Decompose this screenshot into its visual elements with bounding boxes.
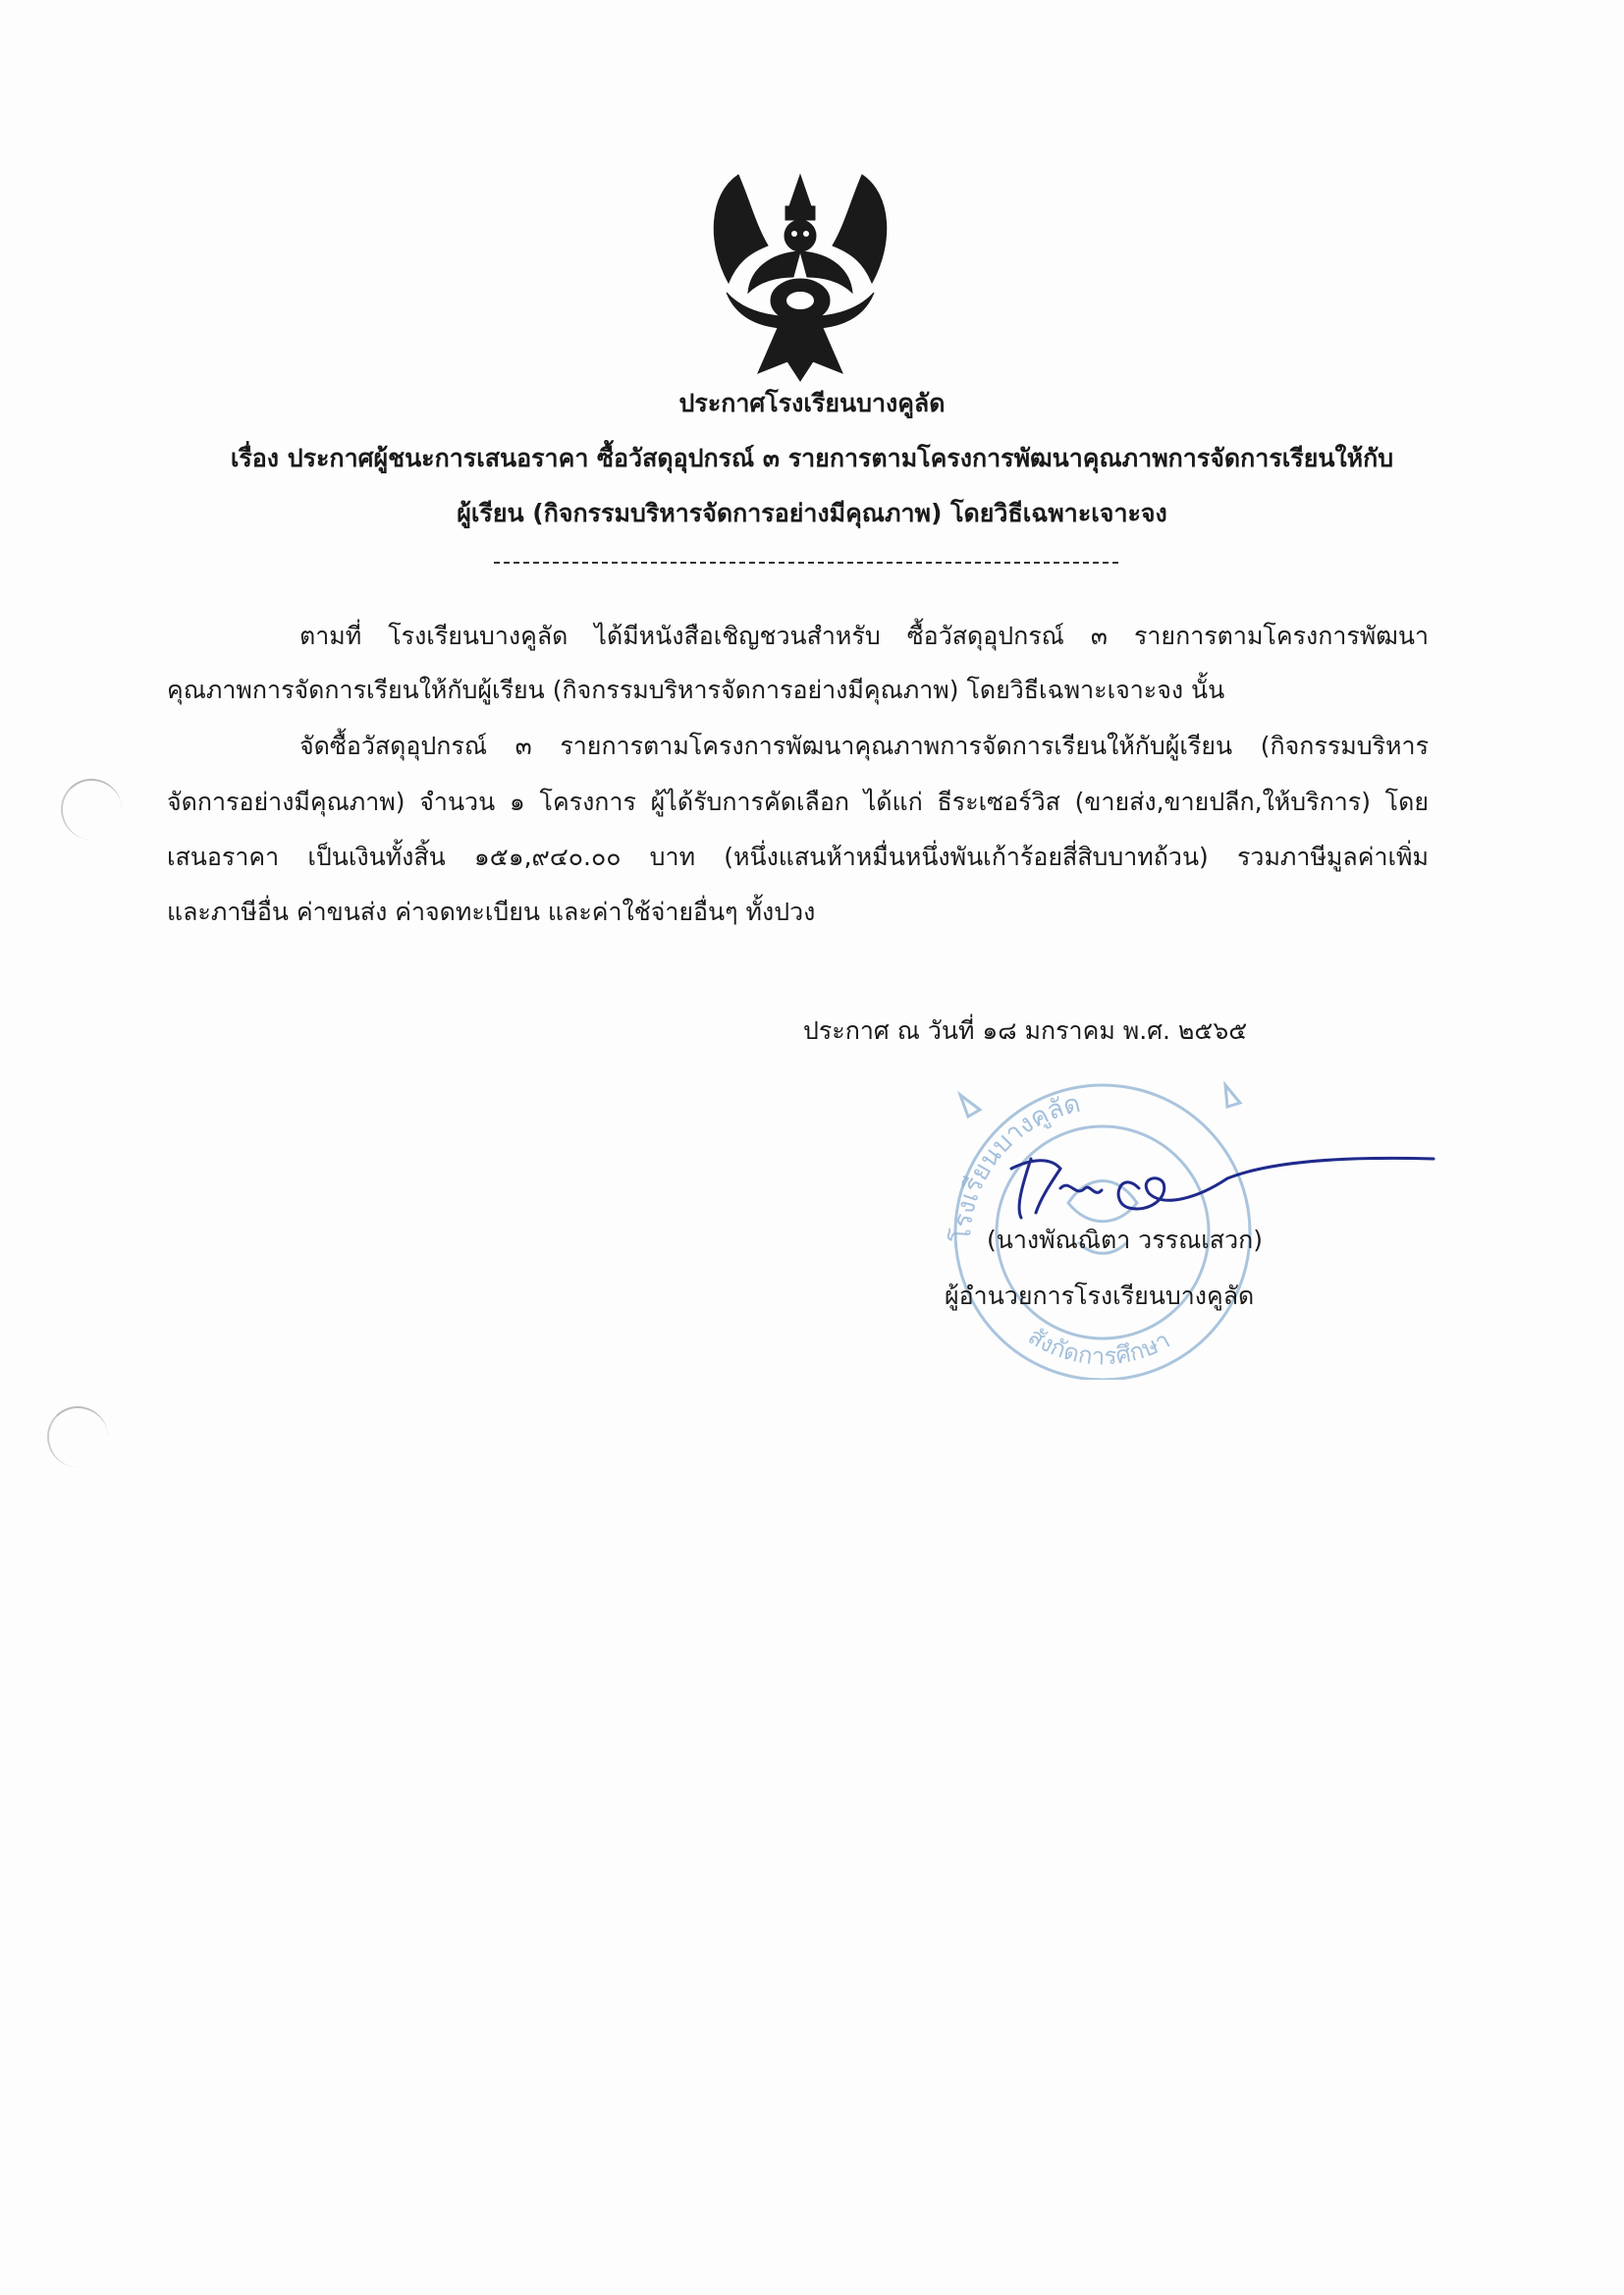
seal-text-top: โรงเรียนบางคูลัด [947, 1088, 1084, 1243]
punch-hole-mark [61, 779, 122, 840]
paragraph-1-line-1: ตามที่ โรงเรียนบางคูลัด ได้มีหนังสือเชิญชวนสำหรับ ซื้อวัสดุอุปกรณ์ ๓ รายการตามโครงการพัฒนา [299, 622, 1429, 650]
svg-text:สังกัดการศึกษา [1023, 1322, 1174, 1370]
announcement-date: ประกาศ ณ วันที่ ๑๘ มกราคม พ.ศ. ๒๕๖๕ [803, 1016, 1248, 1045]
paragraph-2-line-4: และภาษีอื่น ค่าขนส่ง ค่าจดทะเบียน และค่าใช้จ่ายอื่นๆ ทั้งปวง [167, 898, 816, 926]
paragraph-1-line-2: คุณภาพการจัดการเรียนให้กับผู้เรียน (กิจกรรมบริหารจัดการอย่างมีคุณภาพ) โดยวิธีเฉพาะเจาะจง นั้น [167, 676, 1225, 704]
signatory-position: ผู้อำนวยการโรงเรียนบางคูลัด [945, 1282, 1255, 1310]
handwritten-signature-icon [992, 1129, 1453, 1228]
paragraph-2-line-1: จัดซื้อวัสดุอุปกรณ์ ๓ รายการตามโครงการพัฒนาคุณภาพการจัดการเรียนให้กับผู้เรียน (กิจกรรมบริหาร [299, 732, 1429, 760]
signatory-name: (นางพัณณิตา วรรณเสวก) [987, 1226, 1263, 1254]
paragraph-2-line-3: เสนอราคา เป็นเงินทั้งสิ้น ๑๕๑,๙๔๐.๐๐ บาท (หนึ่งแสนห้าหมื่นหนึ่งพันเก้าร้อยสี่สิบบาทถ้วน) รวมภาษีมูลค่าเพิ่ม [167, 843, 1429, 871]
punch-hole-mark [47, 1406, 108, 1467]
subject-line-2: ผู้เรียน (กิจกรรมบริหารจัดการอย่างมีคุณภาพ) โดยวิธีเฉพาะเจาะจง [457, 499, 1167, 527]
subject-line-1: เรื่อง ประกาศผู้ชนะการเสนอราคา ซื้อวัสดุอุปกรณ์ ๓ รายการตามโครงการพัฒนาคุณภาพการจัดการเรียนให้กับ [230, 444, 1394, 472]
title-divider [494, 562, 1118, 564]
announcement-title: ประกาศโรงเรียนบางคูลัด [678, 389, 946, 417]
paragraph-2-line-2: จัดการอย่างมีคุณภาพ) จำนวน ๑ โครงการ ผู้ได้รับการคัดเลือก ได้แก่ ธีระเซอร์วิส (ขายส่ง,ขายปลีก,ให้บริการ) โดย [167, 788, 1429, 816]
seal-text-bottom: สังกัดการศึกษา [1023, 1322, 1175, 1371]
garuda-emblem-icon [699, 155, 901, 383]
